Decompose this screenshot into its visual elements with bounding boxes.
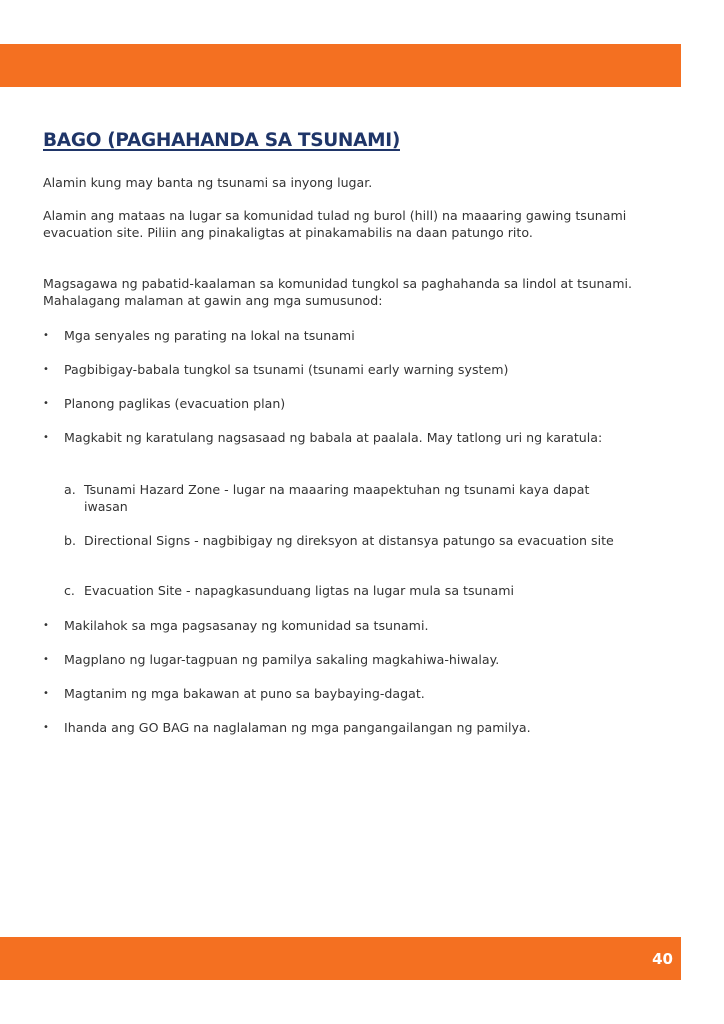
list-item-text: Magkabit ng karatulang nagsasaad ng babala at paalala. May tatlong uri ng karatula:	[64, 430, 603, 445]
list-item-text: Pagbibigay-babala tungkol sa tsunami (tsunami early warning system)	[64, 362, 509, 377]
bullet-icon: •	[43, 364, 49, 375]
list-item-text: Mga senyales ng parating na lokal na tsunami	[64, 328, 355, 343]
bullet-icon: •	[43, 654, 49, 665]
list-item-text: Makilahok sa mga pagsasanay ng komunidad sa tsunami.	[64, 618, 429, 633]
sub-list-text: Tsunami Hazard Zone - lugar na maaaring maapektuhan ng tsunami kaya dapat iwasan	[84, 482, 590, 514]
bullet-icon: •	[43, 432, 49, 443]
paragraph-3: Magsagawa ng pabatid-kaalaman sa komunidad tungkol sa paghahanda sa lindol at tsunami. Mahalagang malaman at gawin ang mga sumusunod:	[43, 276, 633, 308]
sub-list-text: Directional Signs - nagbibigay ng direksyon at distansya patungo sa evacuation site	[84, 533, 614, 548]
bullet-icon: •	[43, 722, 49, 733]
sub-list-marker: b.	[64, 533, 76, 548]
sub-list-text: Evacuation Site - napagkasunduang ligtas na lugar mula sa tsunami	[84, 583, 514, 598]
bullet-icon: •	[43, 688, 49, 699]
bullet-icon: •	[43, 620, 49, 631]
bullet-icon: •	[43, 330, 49, 341]
section-title: BAGO (PAGHAHANDA SA TSUNAMI)	[43, 130, 400, 151]
sub-list-marker: a.	[64, 482, 76, 497]
page-number: 40	[652, 950, 673, 968]
paragraph-1: Alamin kung may banta ng tsunami sa inyong lugar.	[43, 175, 373, 190]
paragraph-2: Alamin ang mataas na lugar sa komunidad tulad ng burol (hill) na maaaring gawing tsunami evacuation site. Piliin ang pinakaligtas at pinakamabilis na daan patungo rito.	[43, 208, 627, 240]
list-item-text: Magplano ng lugar-tagpuan ng pamilya sakaling magkahiwa-hiwalay.	[64, 652, 500, 667]
bullet-icon: •	[43, 398, 49, 409]
sub-list-marker: c.	[64, 583, 75, 598]
list-item-text: Planong paglikas (evacuation plan)	[64, 396, 286, 411]
list-item-text: Ihanda ang GO BAG na naglalaman ng mga pangangailangan ng pamilya.	[64, 720, 531, 735]
list-item-text: Magtanim ng mga bakawan at puno sa baybaying-dagat.	[64, 686, 425, 701]
header-band	[0, 44, 681, 87]
footer-band	[0, 937, 681, 980]
